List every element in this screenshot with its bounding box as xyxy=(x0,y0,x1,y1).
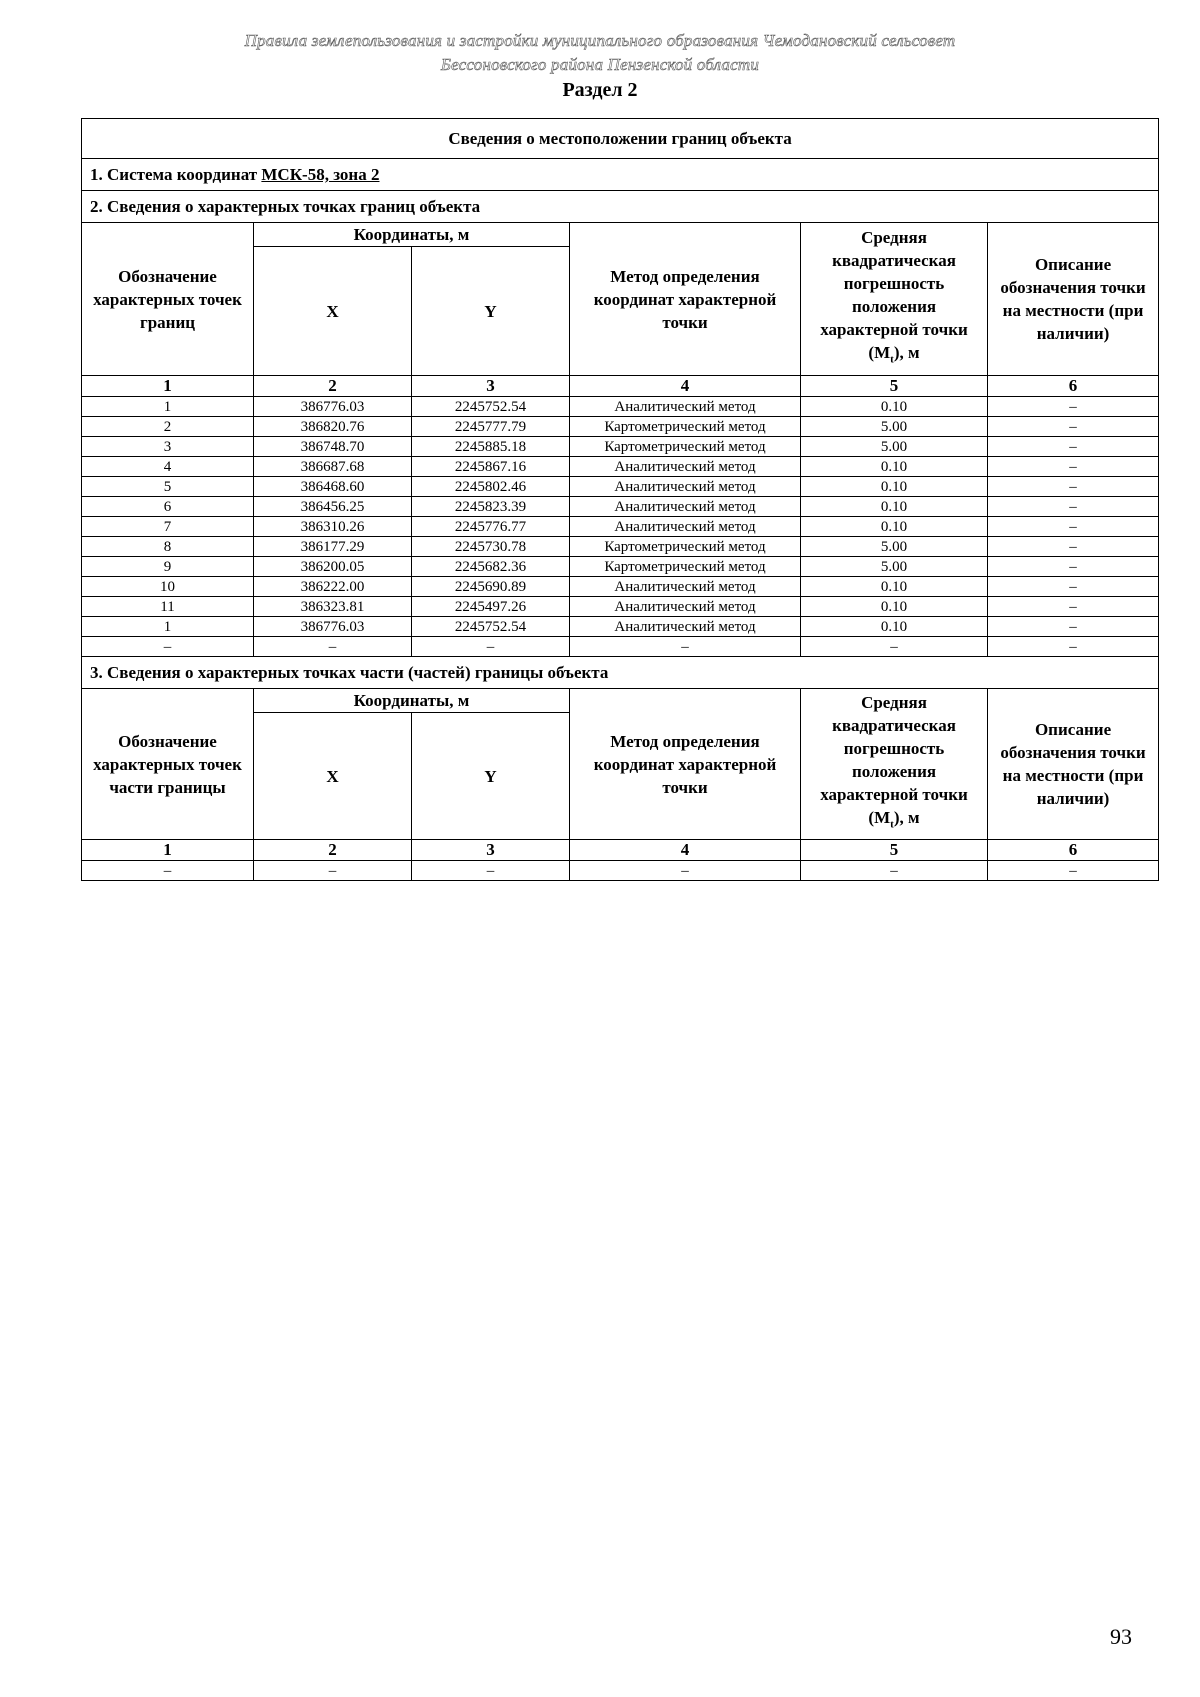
column-number: 2 xyxy=(254,840,412,861)
table-cell: 2245730.78 xyxy=(412,537,570,557)
table-cell: 7 xyxy=(82,517,254,537)
table-cell: 4 xyxy=(82,457,254,477)
table-cell: 1 xyxy=(82,397,254,417)
table-cell: 2245777.79 xyxy=(412,417,570,437)
table-row xyxy=(82,637,1159,657)
column-number: 5 xyxy=(801,840,988,861)
table-row xyxy=(82,397,1159,417)
table-cell: – xyxy=(254,637,412,657)
table-row xyxy=(82,417,1159,437)
table-cell: Картометрический метод xyxy=(570,437,801,457)
part-col-header-desc: Описание обозначения точки на местности (при наличии) xyxy=(988,689,1159,840)
column-number: 5 xyxy=(801,376,988,397)
table-cell: 9 xyxy=(82,557,254,577)
table-cell: 386323.81 xyxy=(254,597,412,617)
table-cell: – xyxy=(988,417,1159,437)
table-cell: 386468.60 xyxy=(254,477,412,497)
table-cell: 3 xyxy=(82,437,254,457)
table-cell: 2245752.54 xyxy=(412,397,570,417)
table-row xyxy=(82,557,1159,577)
table-cell: – xyxy=(570,861,801,881)
table-cell: 386820.76 xyxy=(254,417,412,437)
col-header-error-text: Средняя квадратическая погрешность положения характерной точки $(M_t)$, м xyxy=(820,228,968,366)
table-row xyxy=(82,861,1159,881)
boundary-table xyxy=(81,118,1159,881)
table-cell: – xyxy=(412,637,570,657)
table-cell: 386200.05 xyxy=(254,557,412,577)
table-row xyxy=(82,537,1159,557)
col-header-point: Обозначение характерных точек границ xyxy=(82,223,254,376)
table-row xyxy=(82,517,1159,537)
table-cell: Аналитический метод xyxy=(570,497,801,517)
table-cell: – xyxy=(988,517,1159,537)
column-number-row xyxy=(82,840,1159,861)
table-cell: – xyxy=(988,861,1159,881)
part-col-header-error-text: Средняя квадратическая погрешность положения характерной точки $(M_t)$, м xyxy=(820,693,968,831)
table-cell: 0.10 xyxy=(801,397,988,417)
table-cell: 10 xyxy=(82,577,254,597)
table-cell: 2245823.39 xyxy=(412,497,570,517)
coord-system-row xyxy=(82,159,1159,191)
table-cell: – xyxy=(988,637,1159,657)
table-cell: – xyxy=(988,537,1159,557)
table-cell: – xyxy=(570,637,801,657)
table-cell: 2245690.89 xyxy=(412,577,570,597)
table-cell: 386776.03 xyxy=(254,617,412,637)
page-number: 93 xyxy=(1110,1624,1132,1649)
table-cell: 1 xyxy=(82,617,254,637)
table-cell: 2245885.18 xyxy=(412,437,570,457)
table-cell: 11 xyxy=(82,597,254,617)
table-cell: 0.10 xyxy=(801,517,988,537)
table-cell: – xyxy=(988,477,1159,497)
table-cell: Аналитический метод xyxy=(570,457,801,477)
table-cell: – xyxy=(988,557,1159,577)
part-col-header-error xyxy=(801,689,988,840)
col-header-desc: Описание обозначения точки на местности (при наличии) xyxy=(988,223,1159,376)
column-number: 3 xyxy=(412,376,570,397)
section-title: Раздел 2 xyxy=(562,79,638,101)
table-cell: – xyxy=(254,861,412,881)
table-cell: Аналитический метод xyxy=(570,577,801,597)
table-cell: Картометрический метод xyxy=(570,557,801,577)
table-cell: 386222.00 xyxy=(254,577,412,597)
table-row xyxy=(82,457,1159,477)
column-number: 1 xyxy=(82,840,254,861)
table-cell: – xyxy=(988,437,1159,457)
col-header-error xyxy=(801,223,988,376)
table-cell: 386456.25 xyxy=(254,497,412,517)
coord-system-value: МСК-58, зона 2 xyxy=(261,165,380,184)
table-cell: – xyxy=(801,637,988,657)
table-row xyxy=(82,497,1159,517)
coord-system-label: 1. Система координат xyxy=(90,165,258,184)
table-cell: Аналитический метод xyxy=(570,477,801,497)
col-header-x: X xyxy=(254,247,412,376)
column-number: 4 xyxy=(570,376,801,397)
table-cell: 386177.29 xyxy=(254,537,412,557)
col-header-method: Метод определения координат характерной точки xyxy=(570,223,801,376)
table-cell: 2245802.46 xyxy=(412,477,570,497)
table-cell: 2245867.16 xyxy=(412,457,570,477)
table-cell: 0.10 xyxy=(801,457,988,477)
table-cell: 0.10 xyxy=(801,597,988,617)
table-cell: – xyxy=(412,861,570,881)
column-number-row xyxy=(82,376,1159,397)
part-col-header-y: Y xyxy=(412,713,570,840)
part-col-header-point: Обозначение характерных точек части границы xyxy=(82,689,254,840)
column-number: 6 xyxy=(988,376,1159,397)
col-header-y: Y xyxy=(412,247,570,376)
table-cell: – xyxy=(801,861,988,881)
column-number: 2 xyxy=(254,376,412,397)
table-cell: Картометрический метод xyxy=(570,537,801,557)
table-cell: 8 xyxy=(82,537,254,557)
table-cell: 386310.26 xyxy=(254,517,412,537)
table-cell: 5.00 xyxy=(801,417,988,437)
table-cell: – xyxy=(988,597,1159,617)
table-cell: – xyxy=(988,497,1159,517)
table-cell: 2245497.26 xyxy=(412,597,570,617)
running-header-line-1: Правила землепользования и застройки муниципального образования Чемодановский сельсовет xyxy=(244,31,956,50)
table-cell: Аналитический метод xyxy=(570,517,801,537)
table-cell: 5.00 xyxy=(801,537,988,557)
table-cell: 0.10 xyxy=(801,617,988,637)
table-cell: Аналитический метод xyxy=(570,617,801,637)
table-cell: – xyxy=(988,457,1159,477)
table-cell: 0.10 xyxy=(801,577,988,597)
table-row xyxy=(82,577,1159,597)
table-cell: 0.10 xyxy=(801,477,988,497)
part-col-header-coords: Координаты, м xyxy=(254,689,570,713)
table-cell: 5 xyxy=(82,477,254,497)
table-cell: – xyxy=(988,397,1159,417)
table-cell: 5.00 xyxy=(801,557,988,577)
table-cell: 0.10 xyxy=(801,497,988,517)
table-cell: 386748.70 xyxy=(254,437,412,457)
section-2-title: 2. Сведения о характерных точках границ объекта xyxy=(82,191,1159,223)
table-cell: Аналитический метод xyxy=(570,397,801,417)
table-cell: 2245776.77 xyxy=(412,517,570,537)
table-cell: 5.00 xyxy=(801,437,988,457)
table-cell: 386687.68 xyxy=(254,457,412,477)
table-cell: 6 xyxy=(82,497,254,517)
table-row xyxy=(82,597,1159,617)
table-cell: 2245682.36 xyxy=(412,557,570,577)
table-cell: – xyxy=(82,861,254,881)
part-col-header-x: X xyxy=(254,713,412,840)
column-number: 3 xyxy=(412,840,570,861)
table-row xyxy=(82,437,1159,457)
table-cell: Картометрический метод xyxy=(570,417,801,437)
table-row xyxy=(82,477,1159,497)
table-cell: – xyxy=(988,577,1159,597)
table-cell: 2 xyxy=(82,417,254,437)
col-header-coords: Координаты, м xyxy=(254,223,570,247)
table-cell: – xyxy=(82,637,254,657)
table-cell: – xyxy=(988,617,1159,637)
table-title: Сведения о местоположении границ объекта xyxy=(82,119,1159,159)
section-3-title: 3. Сведения о характерных точках части (частей) границы объекта xyxy=(82,657,1159,689)
table-cell: 386776.03 xyxy=(254,397,412,417)
table-cell: Аналитический метод xyxy=(570,597,801,617)
column-number: 1 xyxy=(82,376,254,397)
column-number: 6 xyxy=(988,840,1159,861)
table-row xyxy=(82,617,1159,637)
part-col-header-method: Метод определения координат характерной точки xyxy=(570,689,801,840)
table-cell: 2245752.54 xyxy=(412,617,570,637)
running-header-line-2: Бессоновского района Пензенской области xyxy=(440,55,760,74)
column-number: 4 xyxy=(570,840,801,861)
